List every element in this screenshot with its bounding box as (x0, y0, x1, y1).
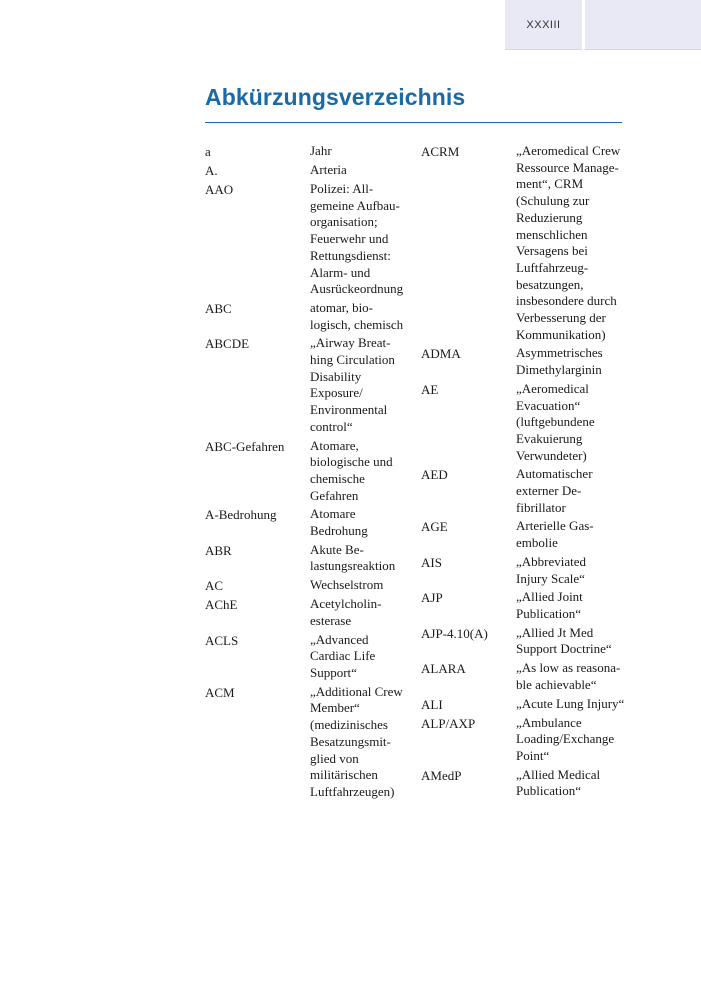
abbreviation-entry (205, 438, 415, 505)
abbreviation-term: ALP/AXP (421, 715, 476, 731)
title-divider (205, 122, 622, 123)
abbreviation-definition: „Acute Lung Injury“ (516, 695, 625, 711)
abbreviation-entry (205, 577, 415, 594)
abbreviation-definition: „Additional Crew Member“ (medizinisches Besatzungsmit- glied von militärischen Luftfahrzeugen) (310, 683, 403, 799)
abbreviation-term: ALARA (421, 661, 466, 677)
abbreviation-definition: Automatischer externer De- fibrillator (516, 466, 593, 515)
abbreviation-entry (421, 345, 631, 378)
abbreviation-entry (205, 632, 415, 682)
abbreviation-term: AJP-4.10(A) (421, 625, 488, 641)
abbreviation-entry (421, 696, 631, 713)
abbreviation-term: AAO (205, 182, 234, 197)
abbreviation-entry (205, 181, 415, 298)
abbreviation-definition: „Ambulance Loading/Exchange Point“ (516, 714, 615, 763)
abbreviation-definition: Atomare Bedrohung (310, 506, 368, 539)
abbreviation-entry (205, 335, 415, 435)
abbreviation-definition: Asymmetrisches Dimethylarginin (516, 345, 603, 378)
abbreviation-entry (421, 466, 631, 516)
abbreviation-entry (205, 542, 415, 575)
abbreviation-term: ABC (205, 300, 232, 316)
abbreviation-definition: Akute Be- lastungsreaktion (310, 541, 396, 574)
abbreviation-term: ABC-Gefahren (205, 438, 285, 454)
abbreviation-term: ACM (205, 684, 235, 700)
abbreviation-entry (421, 381, 631, 465)
abbreviation-term: AMedP (421, 767, 462, 783)
abbreviation-entry (421, 625, 631, 658)
abbreviation-definition: Atomare, biologische und chemische Gefahren (310, 437, 393, 503)
abbreviation-definition: „As low as reasona- ble achievable“ (516, 660, 621, 692)
abbreviation-column-left (205, 143, 415, 803)
abbreviation-entry (205, 506, 415, 539)
abbreviation-term: AE (421, 381, 439, 397)
abbreviation-definition: atomar, bio- logisch, chemisch (310, 299, 404, 332)
abbreviation-term: AC (205, 578, 224, 594)
abbreviation-entry (421, 589, 631, 622)
abbreviation-term: ACLS (205, 632, 239, 648)
abbreviation-definition: „Advanced Cardiac Life Support“ (310, 631, 376, 680)
abbreviation-definition: Acetylcholin- esterase (310, 596, 382, 628)
abbreviation-entry (421, 143, 631, 343)
abbreviation-term: AED (421, 467, 448, 483)
abbreviation-definition: „Allied Joint Publication“ (516, 589, 583, 621)
abbreviation-entry (205, 684, 415, 801)
abbreviation-definition: Polizei: All- gemeine Aufbau- organisation; Feuerwehr und Rettungsdienst: Alarm- und Ausrückeordnung (310, 181, 404, 297)
abbreviation-definition: Arterielle Gas- embolie (516, 518, 594, 551)
abbreviation-definition: „Aeromedical Evacuation“ (luftgebundene Evakuierung Verwundeter) (516, 380, 595, 463)
abbreviation-term: ALI (421, 696, 443, 712)
abbreviation-definition: „Aeromedical Crew Ressource Manage- ment“, CRM (Schulung zur Reduzierung menschlichen Versagens bei Luftfahrzeug- besatzungen, insbesondere durch Verbesserung der Kommunikation) (516, 143, 621, 342)
abbreviation-term: AJP (421, 590, 443, 606)
page-number: XXXIII (526, 18, 561, 31)
abbreviation-entry (205, 143, 415, 160)
abbreviation-definition: „Abbreviated Injury Scale“ (516, 553, 587, 586)
abbreviation-definition: „Airway Breat- hing Circulation Disability Exposure/ Environmental control“ (310, 335, 395, 434)
abbreviation-term: ADMA (421, 346, 461, 362)
abbreviation-term: ABR (205, 542, 232, 558)
abbreviation-term: AChE (205, 597, 238, 613)
abbreviation-definition: Jahr (310, 143, 332, 158)
abbreviation-term: AGE (421, 519, 448, 535)
abbreviation-entry (421, 660, 631, 693)
page-title: Abkürzungsverzeichnis (205, 84, 466, 110)
abbreviation-entry (421, 715, 631, 765)
abbreviation-definition: „Allied Jt Med Support Doctrine“ (516, 624, 612, 657)
abbreviation-definition: Wechselstrom (310, 577, 384, 593)
abbreviation-term: A-Bedrohung (205, 507, 277, 523)
abbreviation-entry (205, 596, 415, 629)
abbreviation-definition: Arteria (310, 162, 347, 177)
abbreviation-term: a (205, 144, 211, 159)
page-tab-decoration (583, 0, 701, 50)
abbreviation-entry (421, 518, 631, 551)
abbreviation-entry (421, 554, 631, 587)
abbreviation-term: ABCDE (205, 336, 250, 352)
page-number-tab (505, 0, 582, 50)
abbreviation-term: AIS (421, 554, 442, 570)
abbreviation-definition: „Allied Medical Publication“ (516, 766, 601, 799)
abbreviation-entry (205, 162, 415, 179)
abbreviation-term: A. (205, 163, 218, 178)
abbreviation-entry (421, 767, 631, 800)
abbreviation-entry (205, 300, 415, 333)
abbreviation-column-right (421, 143, 631, 802)
abbreviation-term: ACRM (421, 144, 460, 159)
